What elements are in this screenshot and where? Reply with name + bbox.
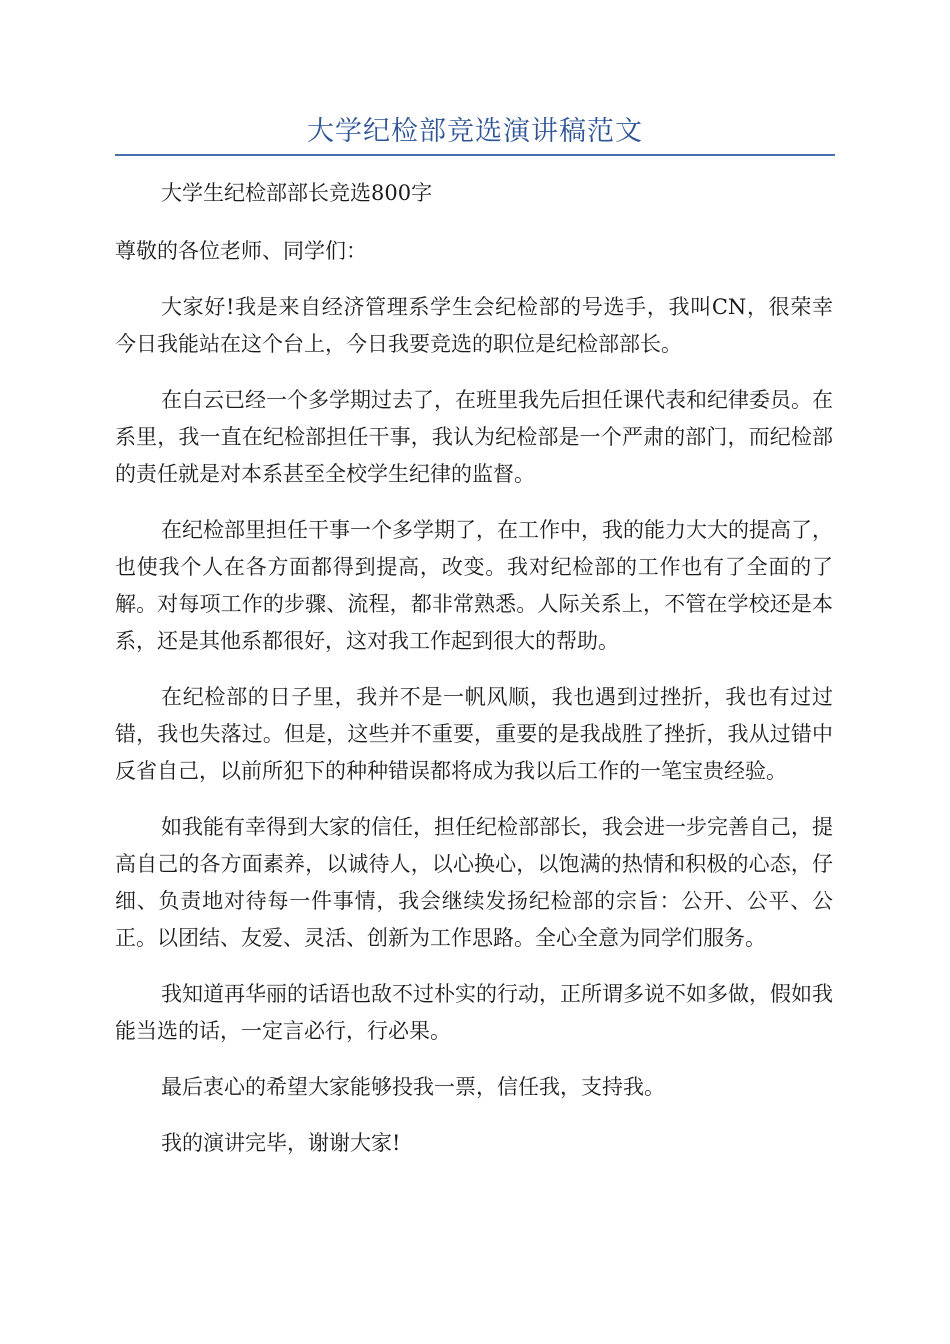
paragraph-8: 我的演讲完毕，谢谢大家! xyxy=(161,1131,401,1155)
document-subtitle: 大学生纪检部部长竞选800字 xyxy=(161,181,433,205)
document-title: 大学纪检部竞选演讲稿范文 xyxy=(307,116,643,147)
salutation: 尊敬的各位老师、同学们： xyxy=(115,239,367,263)
paragraph-5: 如我能有幸得到大家的信任，担任纪检部部长，我会进一步完善自己，提高自己的各方面素养，以诚待人，以心换心，以饱满的热情和积极的心态，仔细、负责地对待每一件事情，我会继续发扬纪检部的宗旨：公开、公平、公正。以团结、友爱、灵活、创新为工作思路。全心全意为同学们服务。 xyxy=(115,815,833,950)
paragraph-2: 在白云已经一个多学期过去了，在班里我先后担任课代表和纪律委员。在系里，我一直在纪检部担任干事，我认为纪检部是一个严肃的部门，而纪检部的责任就是对本系甚至全校学生纪律的监督。 xyxy=(115,388,833,486)
paragraph-7: 最后衷心的希望大家能够投我一票，信任我，支持我。 xyxy=(161,1075,665,1099)
paragraph-6: 我知道再华丽的话语也敌不过朴实的行动，正所谓多说不如多做，假如我能当选的话，一定言必行，行必果。 xyxy=(115,982,833,1043)
paragraph-3: 在纪检部里担任干事一个多学期了，在工作中，我的能力大大的提高了，也使我个人在各方面都得到提高，改变。我对纪检部的工作也有了全面的了解。对每项工作的步骤、流程，都非常熟悉。人际关系上，不管在学校还是本系，还是其他系都很好，这对我工作起到很大的帮助。 xyxy=(115,518,833,653)
title-underline xyxy=(115,154,835,156)
paragraph-4: 在纪检部的日子里，我并不是一帆风顺，我也遇到过挫折，我也有过过错，我也失落过。但是，这些并不重要，重要的是我战胜了挫折，我从过错中反省自己，以前所犯下的种种错误都将成为我以后工作的一笔宝贵经验。 xyxy=(115,685,833,783)
paragraph-1: 大家好!我是来自经济管理系学生会纪检部的号选手，我叫CN，很荣幸今日我能站在这个台上，今日我要竞选的职位是纪检部部长。 xyxy=(115,295,833,356)
document-body xyxy=(115,175,833,1181)
